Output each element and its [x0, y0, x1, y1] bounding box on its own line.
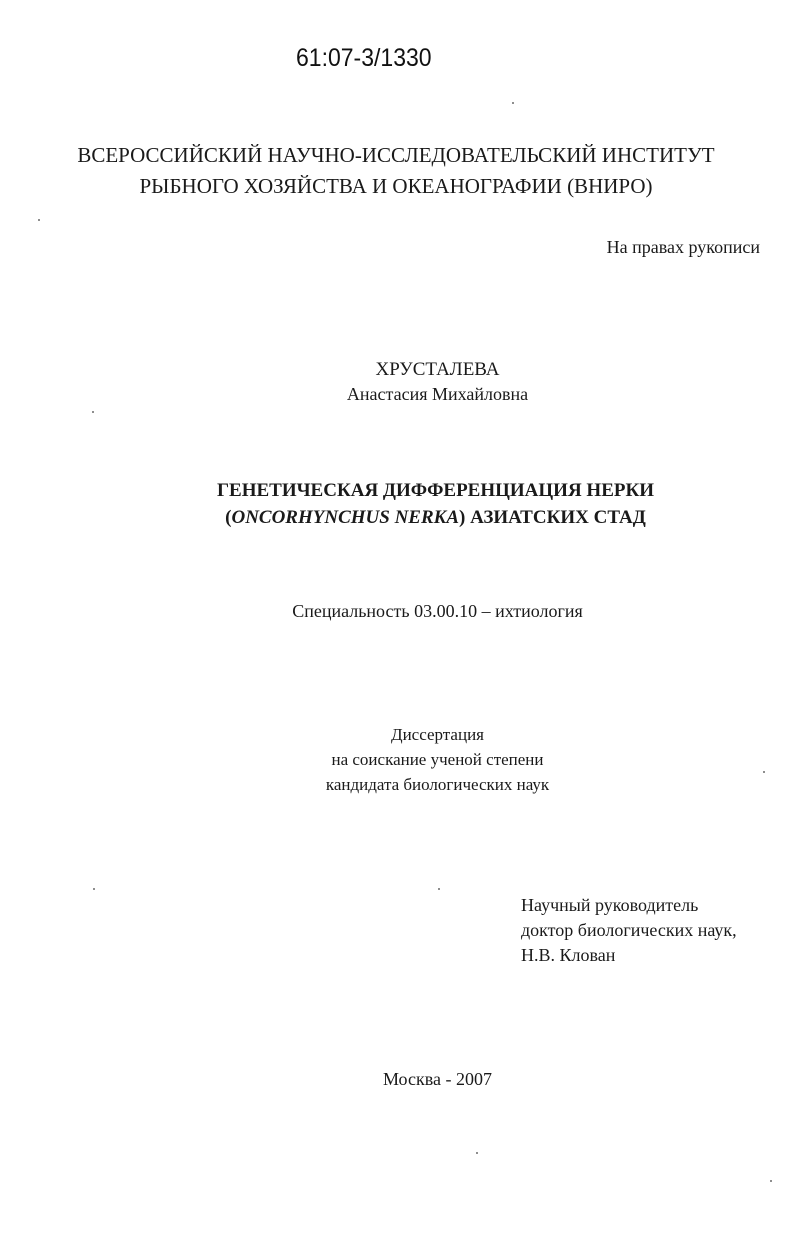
advisor-name: Н.В. Клован [521, 945, 616, 965]
scan-speck [476, 1152, 478, 1154]
title-line2-rest: ) АЗИАТСКИХ СТАД [459, 507, 646, 528]
scan-speck [763, 771, 765, 773]
title-open-paren: ( [225, 507, 232, 528]
manuscript-rights-note: На правах рукописи [606, 237, 760, 257]
author-surname: ХРУСТАЛЕВА [375, 359, 500, 380]
institute-name-line1: ВСЕРОССИЙСКИЙ НАУЧНО-ИССЛЕДОВАТЕЛЬСКИЙ ИНСТИТУТ [77, 143, 715, 167]
institute-name-line2: РЫБНОГО ХОЗЯЙСТВА И ОКЕАНОГРАФИИ (ВНИРО) [139, 174, 653, 198]
scan-speck [512, 102, 514, 104]
dissertation-degree: кандидата биологических наук [325, 775, 550, 794]
scan-speck [92, 411, 94, 413]
institute-name [0, 140, 795, 202]
author-block [0, 357, 795, 407]
title-latin-species-name: ONCORHYNCHUS NERKA [231, 507, 459, 528]
specialty-line: Специальность 03.00.10 – ихтиология [292, 601, 583, 621]
dissertation-label: Диссертация [390, 725, 484, 744]
advisor-degree: доктор биологических наук, [521, 920, 737, 940]
title-line2 [0, 504, 795, 531]
city-year: Москва - 2007 [383, 1069, 492, 1089]
dissertation-purpose: на соискание ученой степени [331, 750, 544, 769]
advisor-role: Научный руководитель [521, 895, 699, 915]
author-given-names: Анастасия Михайловна [346, 384, 529, 404]
scan-speck [93, 888, 95, 890]
dissertation-title [0, 477, 795, 531]
dissertation-degree-block [0, 722, 795, 797]
scan-speck [38, 219, 40, 221]
scan-speck [770, 1180, 772, 1182]
scientific-advisor-block [521, 893, 737, 968]
title-line1: ГЕНЕТИЧЕСКАЯ ДИФФЕРЕНЦИАЦИЯ НЕРКИ [216, 480, 655, 501]
scan-speck [438, 888, 440, 890]
archive-stamp-code: 61:07-3/1330 [296, 44, 432, 72]
